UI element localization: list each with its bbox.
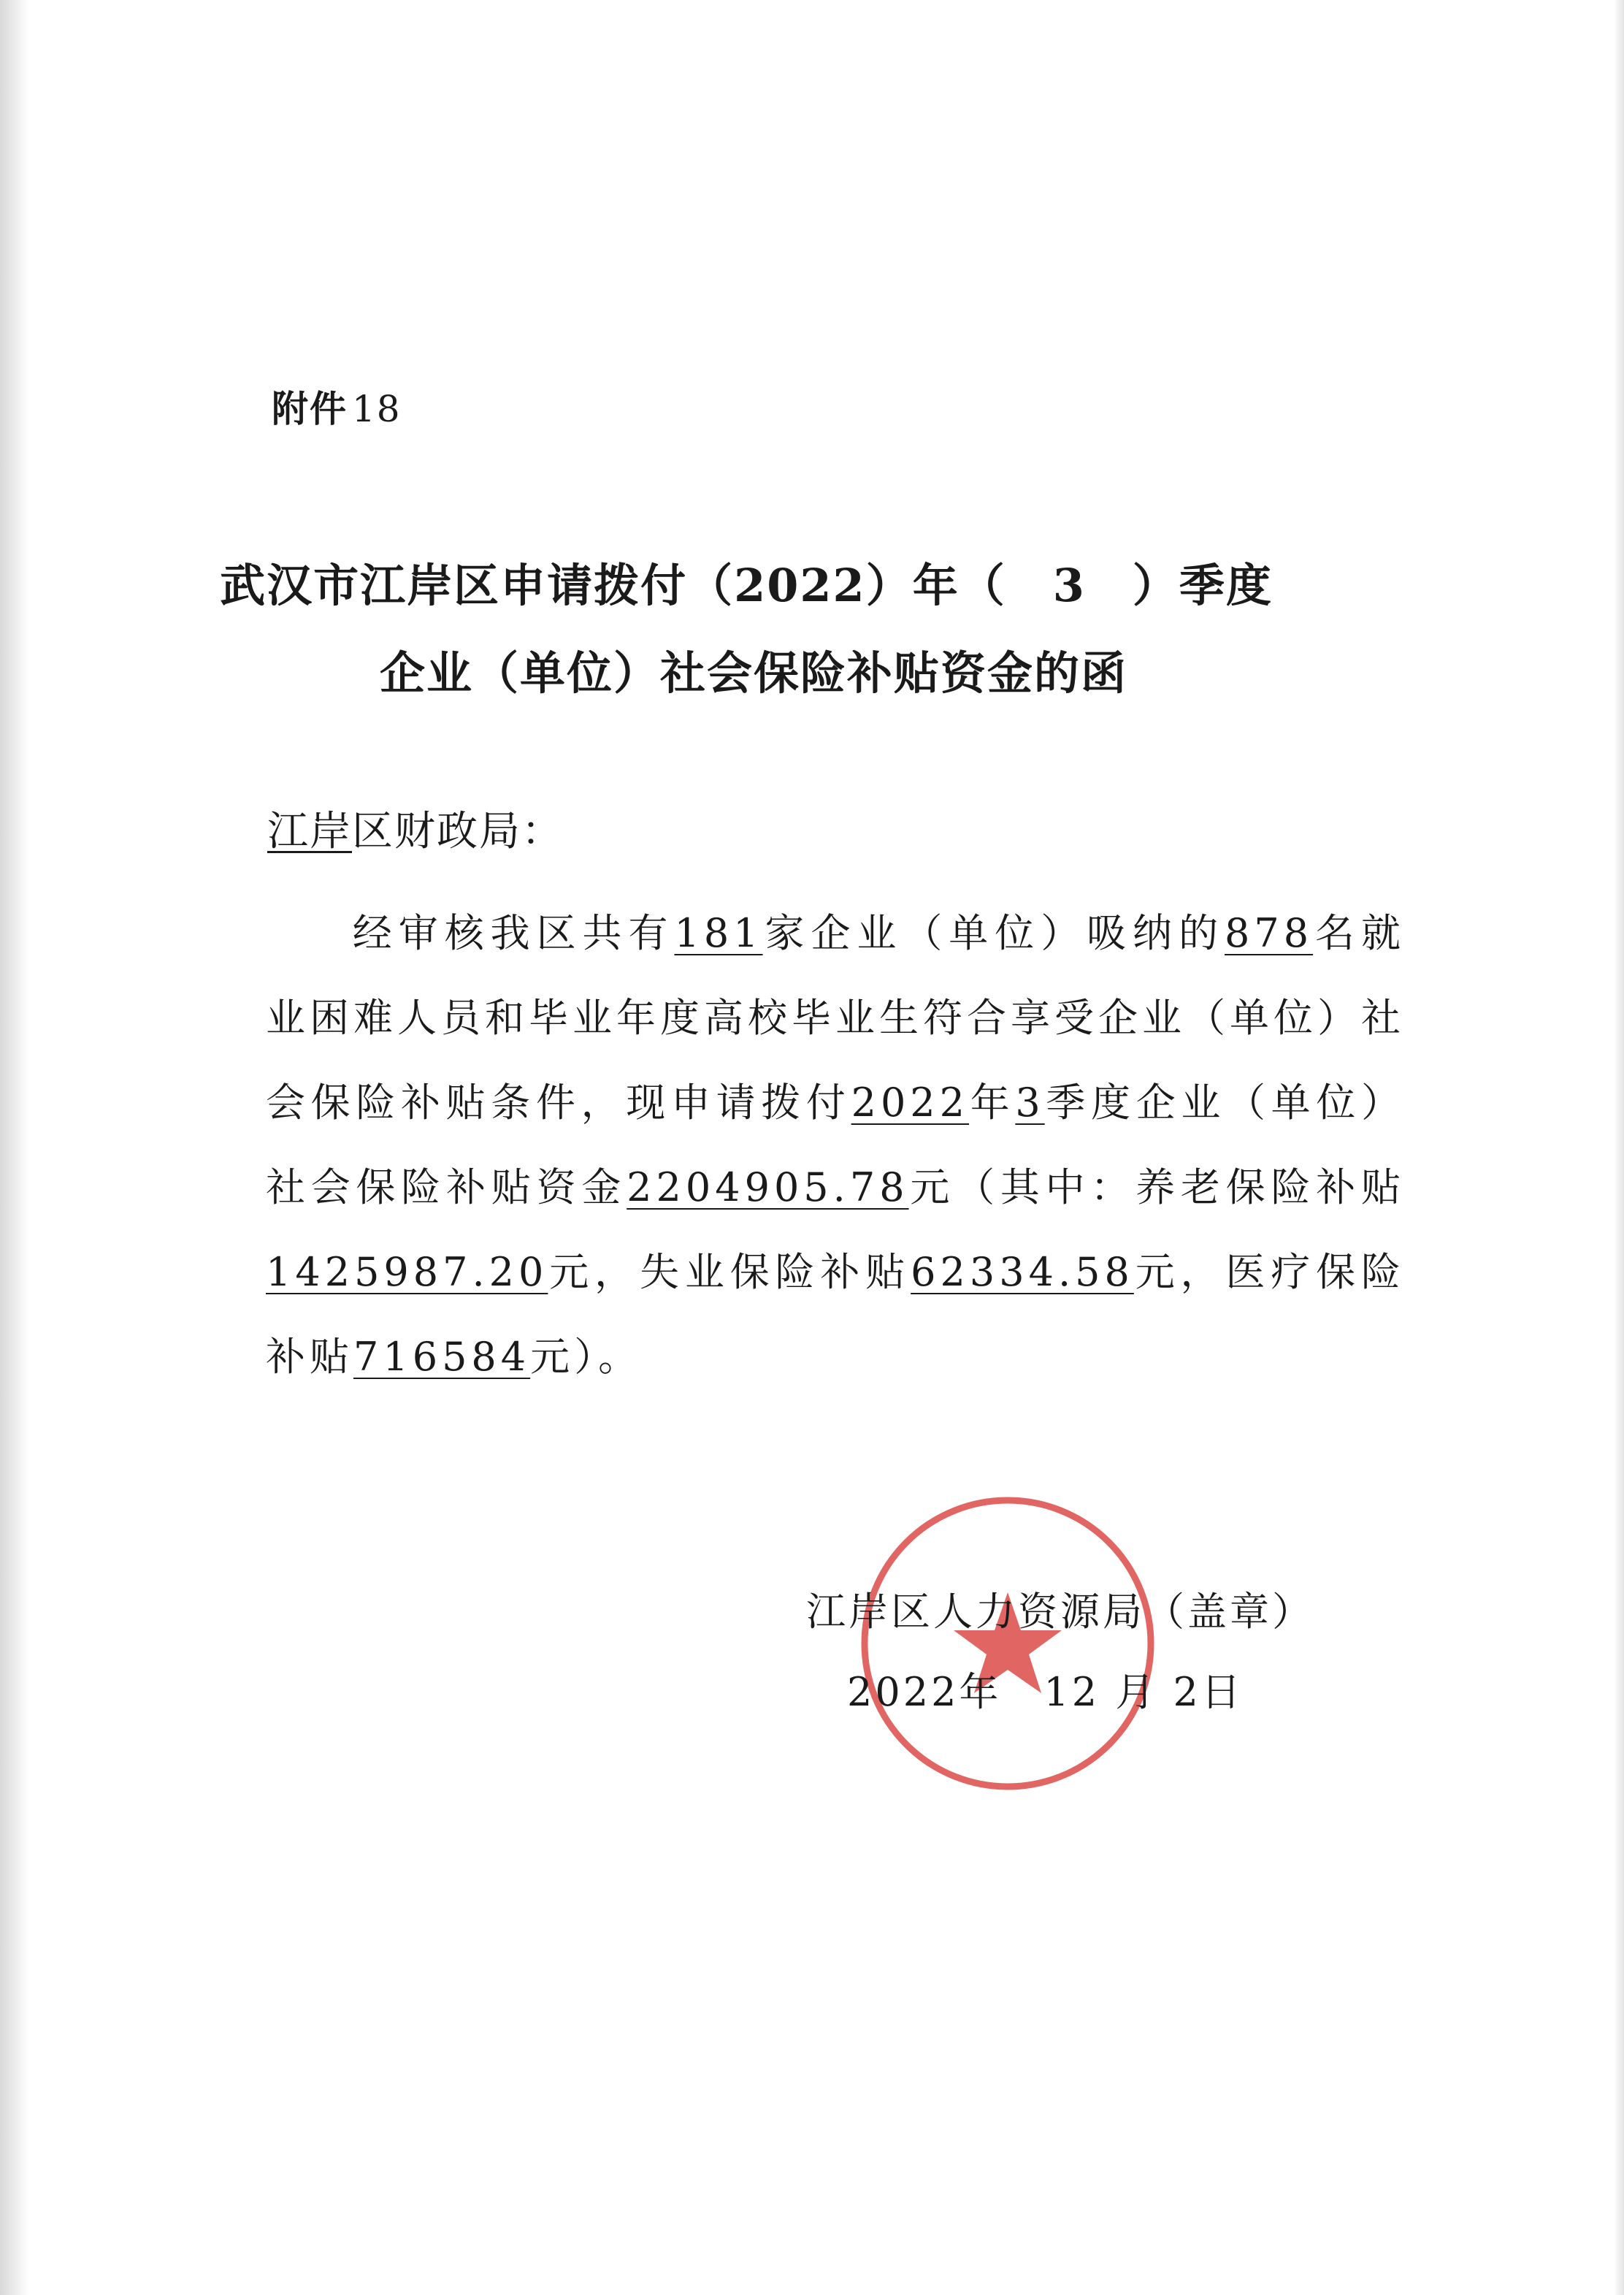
pension-subsidy: 1425987.20 [266,1249,548,1295]
signer: 江岸区人力资源局（盖章） [806,1589,1314,1635]
page-edge-shadow [0,0,29,2295]
total-amount: 2204905.78 [627,1164,909,1210]
quarter-value: 3 [1015,1080,1045,1126]
body-text-segment: 名就业困难人员和毕业年度高校毕业生符合享受企业（单位）社会保险补贴条件，现申请拨付 [266,910,1406,1126]
body-text-segment: 季度企业（单位）社会保险补贴资金 [266,1080,1406,1210]
attachment-label [272,380,402,432]
letter-body [266,891,1405,1399]
salutation-district: 江岸 [267,808,352,855]
attachment-number: 18 [352,388,402,430]
enterprise-count: 181 [674,910,763,956]
people-count: 878 [1225,910,1314,956]
body-text-segment: 经审核我区共有 [352,910,675,956]
body-text-segment: 元，失业保险补贴 [548,1249,911,1295]
body-text-segment: 年 [969,1080,1016,1126]
salutation [267,799,564,858]
body-text-segment: 元（其中：养老保险补贴 [908,1164,1406,1210]
medical-subsidy: 716584 [353,1334,531,1380]
page-edge-shadow-right [1614,0,1624,2295]
unemployment-subsidy: 62334.58 [911,1249,1134,1295]
body-paragraph [266,891,1405,1399]
document-title-line-1: 武汉市江岸区申请拨付（2022）年（ 3 ）季度 [220,559,1273,612]
salutation-rest: 区财政局： [352,808,564,855]
year-value: 2022 [851,1080,970,1126]
body-text-segment: 元）。 [530,1334,643,1380]
official-seal [854,1490,1161,1797]
body-text-segment: 家企业（单位）吸纳的 [762,910,1225,956]
body-text-segment: 元，医疗保险补贴 [266,1249,1406,1380]
signing-date: 2022年 12 月 2日 [847,1669,1244,1715]
attachment-text: 附件 [272,387,348,430]
document-title-line-2: 企业（单位）社会保险补贴资金的函 [379,646,1127,700]
